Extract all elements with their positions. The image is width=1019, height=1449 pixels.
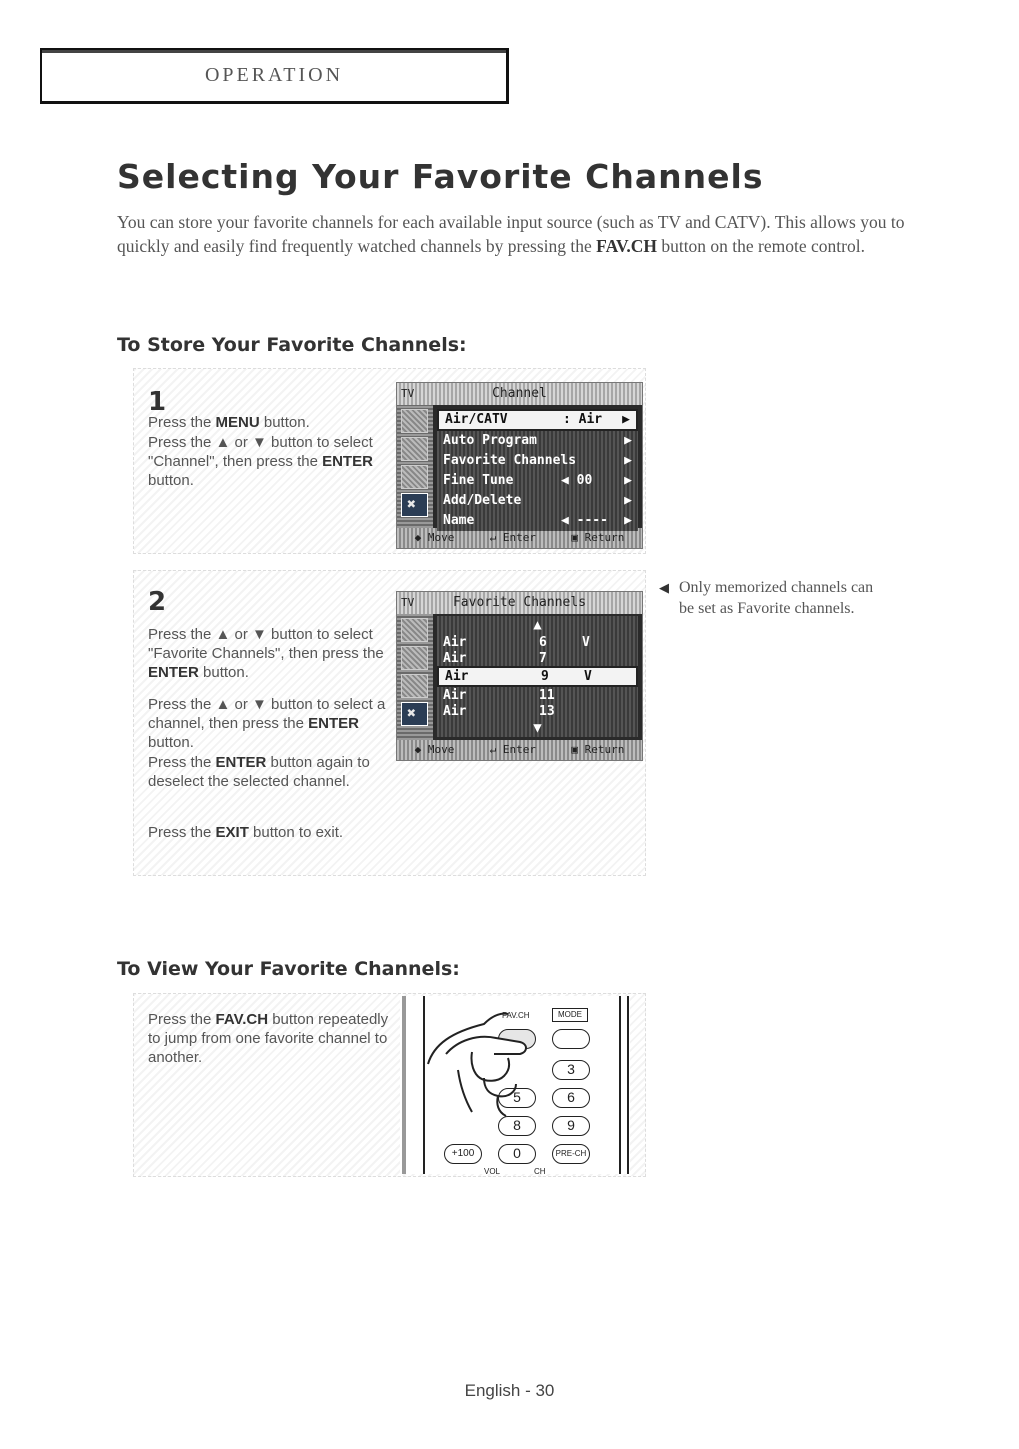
right-arrow-icon: ▶ (624, 433, 632, 448)
intro-text-b: button on the remote control. (656, 236, 865, 256)
step-2-instruction-4 (148, 823, 388, 842)
button-6[interactable]: 6 (552, 1088, 590, 1108)
osd-title: Channel (492, 386, 547, 401)
fav-ch-term: FAV.CH (215, 1011, 269, 1028)
step-2-text: button to exit. (248, 824, 344, 841)
scroll-up-arrow-icon[interactable]: ▲ (437, 616, 638, 634)
fav-row-label: Air (443, 651, 467, 666)
osd-footer (397, 528, 642, 548)
osd-row-label: Add/Delete (443, 493, 522, 508)
fav-row-label: Air (445, 669, 469, 684)
right-arrow-icon: ▶ (624, 453, 632, 468)
scroll-down-arrow-icon[interactable]: ▼ (437, 719, 638, 737)
step-1-text: Press the ▲ or ▼ button to select "Channel", then press the (148, 434, 373, 470)
right-arrow-icon: ▶ (622, 412, 630, 427)
fav-ch-label: FAV.CH (502, 1011, 530, 1020)
osd-row-label: Name (443, 513, 475, 528)
button-plus-100[interactable]: +100 (444, 1144, 482, 1164)
right-arrow-icon: ▶ (624, 493, 632, 508)
osd-row-favorite-channels[interactable] (437, 451, 638, 471)
enter-label: Enter (502, 743, 537, 756)
section-label: OPERATION (204, 64, 344, 86)
right-arrow-icon: ▶ (624, 513, 632, 528)
osd-row-air-catv[interactable] (437, 409, 638, 431)
enter-label: Enter (502, 531, 537, 544)
osd-body (397, 405, 642, 528)
fav-row-number: 6 (539, 635, 547, 650)
section-header-box (40, 48, 509, 104)
ch-label: CH (534, 1167, 546, 1176)
view-instruction (148, 1010, 398, 1067)
channel-menu-icon (401, 674, 428, 698)
vol-label: VOL (484, 1167, 501, 1176)
intro-paragraph (117, 210, 927, 258)
fav-row-mark: V (582, 635, 590, 650)
step-2-text: button. (198, 664, 249, 681)
step-1-instruction-1 (148, 413, 388, 432)
step-2-instruction-3 (148, 753, 388, 791)
setup-menu-icon (401, 702, 428, 726)
step-2-text: button. (148, 734, 194, 751)
fav-ch-term: FAV.CH (596, 236, 657, 256)
return-label: Return (584, 743, 625, 756)
channel-menu-osd (396, 382, 643, 549)
step-1-text: button. (259, 414, 310, 431)
step-1-panel (133, 368, 646, 554)
fav-channel-row[interactable] (437, 687, 638, 704)
fav-row-label: Air (443, 635, 467, 650)
intro-text-a: You can store your favorite channels for each available input source (such as TV and CATV). This allows you to quickly and easily find frequently watched channels by pressing the (117, 212, 905, 256)
mode-button[interactable]: MODE (552, 1008, 588, 1022)
osd-row-label: Favorite Channels (443, 453, 577, 468)
osd-title-bar (397, 383, 642, 405)
fav-channel-row-selected[interactable] (437, 666, 638, 687)
step-2-instruction-1 (148, 625, 388, 682)
osd-row-label: Auto Program (443, 433, 537, 448)
osd-move-hint: ◆ Move (414, 531, 455, 544)
fav-row-number: 11 (539, 688, 555, 703)
remote-right-edge-outer (627, 996, 629, 1174)
osd-rows (437, 405, 642, 531)
side-note-text: Only memorized channels can be set as Favorite channels. (679, 579, 874, 617)
osd-row-fine-tune[interactable] (437, 471, 638, 491)
remote-right-edge (619, 996, 621, 1174)
fav-row-mark: V (584, 669, 592, 684)
enter-term: ENTER (215, 754, 267, 771)
step-2-text: Press the (148, 754, 216, 771)
store-heading: To Store Your Favorite Channels: (117, 334, 467, 356)
osd-row-auto-program[interactable] (437, 431, 638, 451)
step-2-panel (133, 570, 646, 876)
osd-rows (437, 614, 642, 737)
osd-tv-tag: TV (401, 387, 415, 400)
step-1-text: button. (148, 472, 194, 489)
view-text: Press the (148, 1011, 216, 1028)
osd-side-icons (397, 614, 433, 740)
button-5[interactable]: 5 (498, 1088, 536, 1108)
setup-menu-icon (401, 493, 428, 517)
osd-side-icons (397, 405, 433, 528)
enter-term: ENTER (322, 453, 373, 470)
pre-ch-button[interactable]: PRE-CH (552, 1144, 590, 1164)
enter-term: ENTER (148, 664, 199, 681)
view-text: button repeatedly to jump from one favorite channel to another. (148, 1011, 389, 1066)
osd-enter-hint: ↵ Enter (489, 743, 537, 756)
osd-return-hint: ▣ Return (571, 743, 625, 756)
menu-term: MENU (215, 414, 260, 431)
osd-enter-hint: ↵ Enter (489, 531, 537, 544)
move-label: Move (427, 743, 455, 756)
fav-row-label: Air (443, 704, 467, 719)
fav-channel-row[interactable] (437, 651, 638, 666)
step-2-number: 2 (148, 587, 167, 617)
sound-menu-icon (401, 646, 428, 670)
osd-title: Favorite Channels (452, 595, 587, 610)
page-number: English - 30 (464, 1381, 555, 1400)
osd-row-add-delete[interactable] (437, 491, 638, 511)
osd-tv-tag: TV (401, 596, 415, 609)
button-8[interactable]: 8 (498, 1116, 536, 1136)
step-1-number: 1 (148, 387, 167, 417)
fav-row-number: 13 (539, 704, 555, 719)
sound-menu-icon (401, 437, 428, 461)
osd-row-value: : Air (563, 412, 603, 427)
osd-body (397, 614, 642, 740)
osd-row-label: Air/CATV (445, 412, 508, 427)
return-label: Return (584, 531, 625, 544)
enter-term: ENTER (308, 715, 359, 732)
osd-row-value: ◀ ---- (561, 513, 608, 528)
button-3[interactable]: 3 (552, 1060, 590, 1080)
move-label: Move (427, 531, 455, 544)
page-title: Selecting Your Favorite Channels (117, 157, 764, 196)
osd-row-label: Fine Tune (443, 473, 514, 488)
step-2-text: Press the (148, 824, 216, 841)
step-1-instruction-2 (148, 433, 388, 490)
picture-menu-icon (401, 618, 428, 642)
fav-row-number: 9 (541, 669, 549, 684)
osd-row-name[interactable] (437, 511, 638, 531)
fav-row-label: Air (443, 688, 467, 703)
step-2-text: Press the ▲ or ▼ button to select "Favorite Channels", then press the (148, 626, 384, 662)
step-2-text: Press the ▲ or ▼ button to select a channel, then press the (148, 696, 386, 732)
blank-button[interactable] (552, 1029, 590, 1049)
osd-return-hint: ▣ Return (571, 531, 625, 544)
remote-illustration (400, 996, 630, 1174)
osd-move-hint: ◆ Move (414, 743, 455, 756)
button-0[interactable]: 0 (498, 1144, 536, 1164)
osd-row-value: ◀ 00 (561, 473, 593, 488)
fav-channel-row[interactable] (437, 634, 638, 651)
picture-menu-icon (401, 409, 428, 433)
pointer-left-icon: ◀ (659, 580, 669, 595)
step-2-instruction-2 (148, 695, 388, 752)
exit-term: EXIT (215, 824, 249, 841)
right-arrow-icon: ▶ (624, 473, 632, 488)
osd-footer (397, 740, 642, 760)
channel-menu-icon (401, 465, 428, 489)
button-9[interactable]: 9 (552, 1116, 590, 1136)
osd-title-bar (397, 592, 642, 614)
pointing-hand-icon (424, 1004, 534, 1124)
fav-row-number: 7 (539, 651, 547, 666)
step-1-text: Press the (148, 414, 216, 431)
view-heading: To View Your Favorite Channels: (117, 958, 460, 980)
favorite-channels-osd (396, 591, 643, 761)
fav-channel-row[interactable] (437, 704, 638, 719)
remote-left-edge (402, 996, 406, 1174)
step-2-text: button again to deselect the selected channel. (148, 754, 370, 790)
